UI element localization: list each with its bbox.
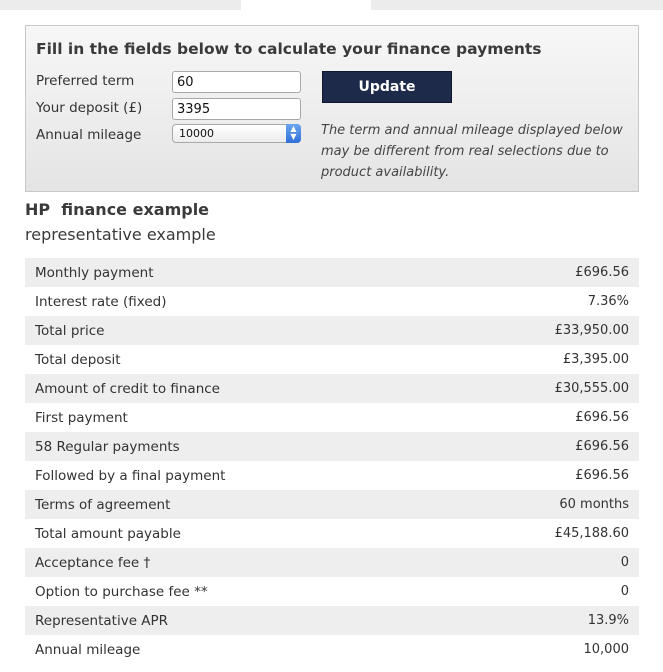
table-row: [25, 403, 639, 432]
row-value: £45,188.60: [554, 526, 629, 541]
finance-calculator: [25, 25, 639, 192]
table-row: [25, 287, 639, 316]
calculator-title: Fill in the fields below to calculate your finance payments: [36, 40, 542, 58]
row-value: £3,395.00: [562, 352, 629, 367]
row-value: £696.56: [575, 265, 629, 280]
deposit-input[interactable]: [172, 98, 301, 120]
table-row: [25, 548, 639, 577]
row-value: £696.56: [575, 468, 629, 483]
row-label: 58 Regular payments: [35, 438, 180, 455]
row-label: Monthly payment: [35, 264, 154, 281]
example-title: HP finance example: [25, 200, 210, 219]
table-row: [25, 490, 639, 519]
row-value: £696.56: [575, 410, 629, 425]
select-arrows-icon: ▲ ▼: [286, 124, 301, 143]
row-label: Terms of agreement: [35, 496, 171, 513]
mileage-select[interactable]: [172, 124, 301, 143]
example-subtitle: representative example: [25, 225, 216, 244]
row-value: £696.56: [575, 439, 629, 454]
row-label: First payment: [35, 409, 128, 426]
deposit-label: Your deposit (£): [36, 100, 143, 116]
row-value: £30,555.00: [554, 381, 629, 396]
table-row: [25, 606, 639, 635]
table-row: [25, 461, 639, 490]
table-row: [25, 345, 639, 374]
table-row: [25, 577, 639, 606]
row-label: Followed by a final payment: [35, 467, 226, 484]
table-row: [25, 316, 639, 345]
row-label: Interest rate (fixed): [35, 293, 167, 310]
row-value: 13.9%: [587, 613, 629, 628]
row-label: Annual mileage: [35, 641, 141, 658]
row-label: Representative APR: [35, 612, 169, 629]
row-value: 10,000: [583, 642, 629, 657]
tab-notch: [241, 0, 371, 10]
row-value: £33,950.00: [554, 323, 629, 338]
update-button[interactable]: Update: [322, 71, 452, 103]
table-row: [25, 374, 639, 403]
row-label: Total price: [35, 322, 105, 339]
mileage-label: Annual mileage: [36, 127, 142, 143]
row-label: Option to purchase fee **: [35, 583, 208, 600]
table-row: [25, 635, 639, 664]
finance-results-table: [25, 258, 639, 664]
row-label: Acceptance fee †: [35, 554, 151, 571]
term-input[interactable]: [172, 71, 301, 93]
mileage-select-value: 10000: [179, 127, 214, 140]
row-value: 7.36%: [587, 294, 629, 309]
term-label: Preferred term: [36, 73, 135, 89]
availability-disclaimer: The term and annual mileage displayed below may be different from real selections due to product availability.: [321, 123, 623, 180]
finance-panel: [0, 10, 663, 672]
row-value: 0: [620, 584, 629, 599]
row-label: Total amount payable: [35, 525, 181, 542]
table-row: [25, 432, 639, 461]
row-label: Amount of credit to finance: [35, 380, 220, 397]
table-row: [25, 258, 639, 287]
table-row: [25, 519, 639, 548]
row-label: Total deposit: [35, 351, 121, 368]
row-value: 0: [620, 555, 629, 570]
row-value: 60 months: [559, 497, 629, 512]
